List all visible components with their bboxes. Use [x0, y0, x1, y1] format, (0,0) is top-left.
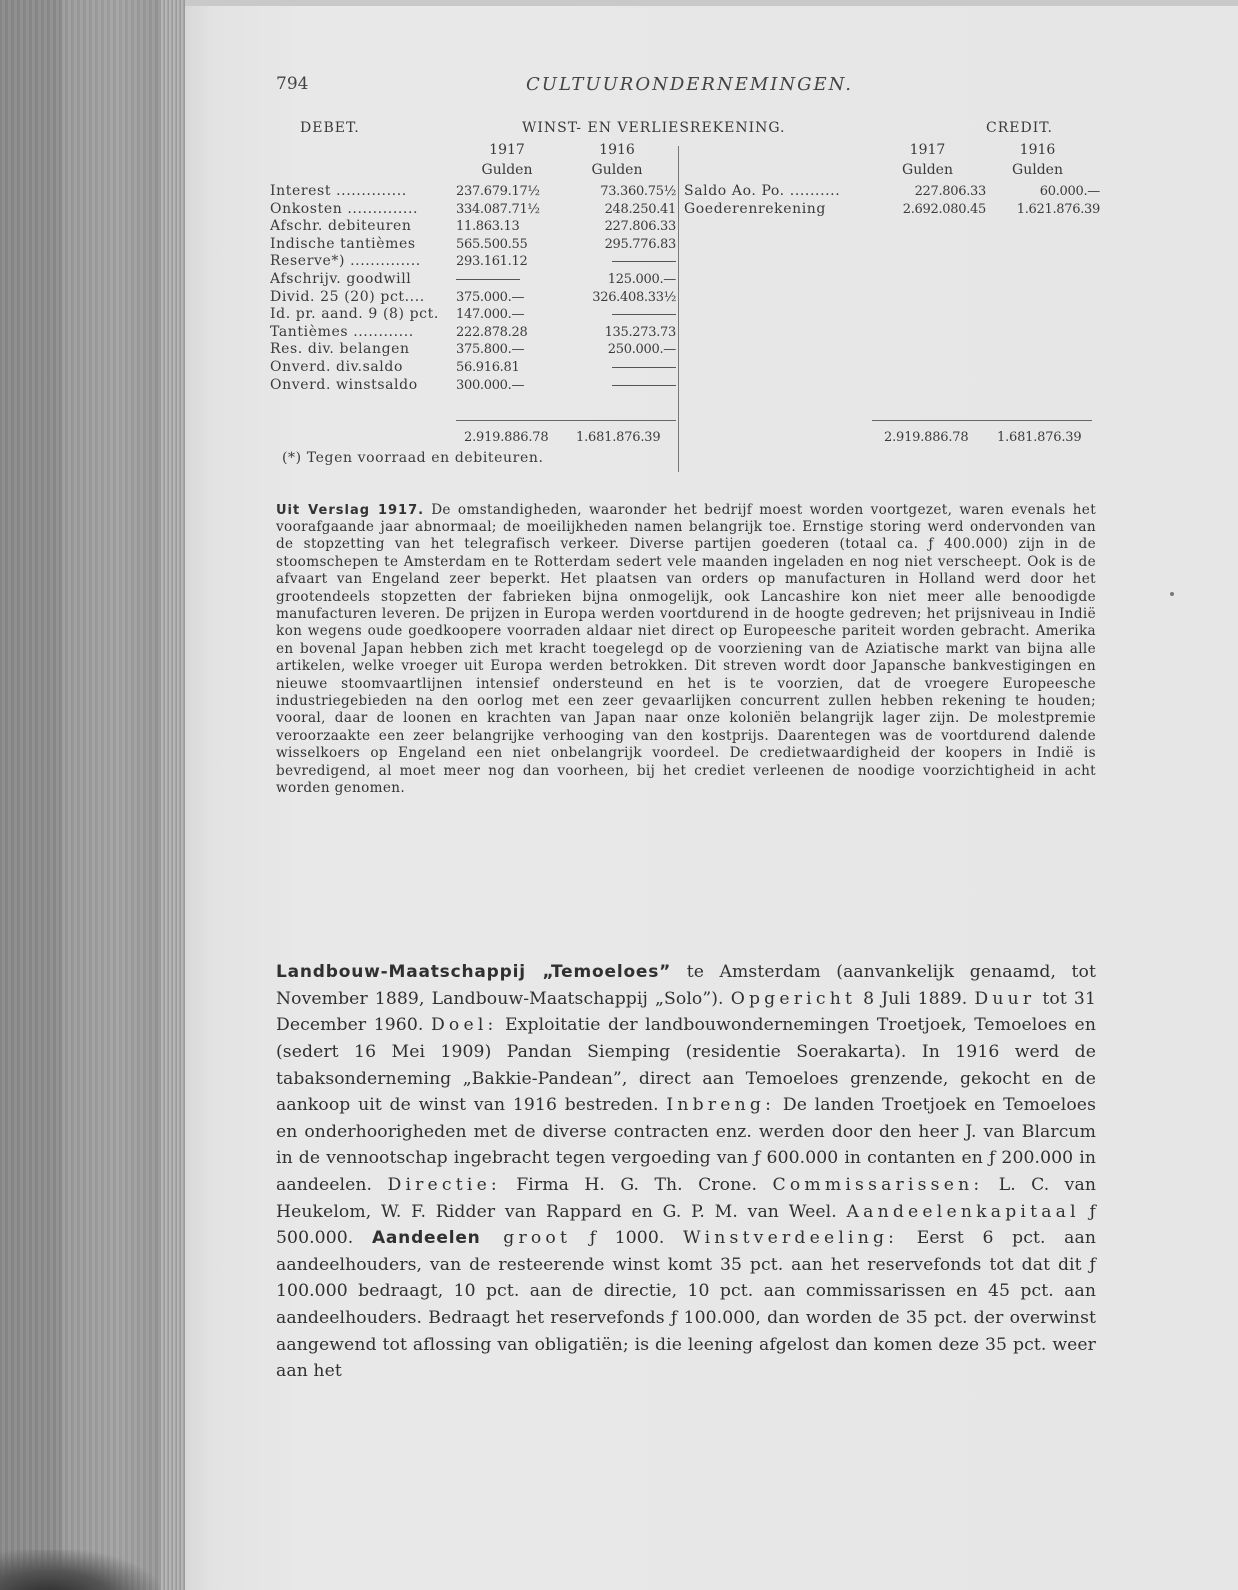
duur-value: tot 31 December 1960.	[276, 988, 1096, 1036]
running-head	[276, 74, 1096, 98]
table-row	[270, 377, 678, 395]
page-edges	[160, 0, 185, 1590]
value-1916: 125.000.—	[607, 271, 676, 287]
row-label: Res. div. belangen	[270, 341, 410, 358]
value-1917	[456, 271, 566, 289]
directie-label: Directie:	[387, 1174, 501, 1195]
opgericht-label: Opgericht	[730, 988, 857, 1009]
debet-currency-1917: Gulden	[481, 162, 533, 178]
empty-value-dash	[612, 314, 676, 315]
value-1917: 222.878.28	[456, 324, 528, 340]
value-1916: 60.000.—	[1039, 184, 1100, 199]
value-1916: 135.273.73	[604, 324, 676, 340]
company-name: Landbouw-Maatschappij „Temoeloes”	[276, 962, 672, 983]
inbreng-label: Inbreng:	[666, 1095, 776, 1116]
annual-report-excerpt	[276, 502, 1096, 798]
empty-value-dash	[612, 261, 676, 262]
row-label: Afschr. debiteuren	[270, 218, 412, 235]
table-row	[270, 218, 678, 236]
row-label: Reserve*) ..............	[270, 253, 421, 270]
doel-value: Exploitatie der landbouwondernemingen Troetjoek, Temoeloes en (sedert 16 Mei 1909) Pandan Siemping (residentie Soerakarta). In 1916 werd de tabaksonderneming „Bakkie-Pandean”, direct aan Temoeloes grenzende, gekocht en de aankoop uit de winst van 1916 bestreden.	[276, 1015, 1096, 1116]
row-label: Onverd. div.saldo	[270, 358, 403, 375]
value-1916	[568, 306, 676, 324]
company-intro: te Amsterdam (aanvankelijk genaamd, tot November 1889, Landbouw-Maatschappij „Solo”).	[276, 962, 1097, 1009]
directie-value: Firma H. G. Th. Crone.	[500, 1174, 773, 1195]
row-label: Goederenrekening	[684, 200, 826, 217]
scan-speck	[1170, 592, 1174, 596]
value-1916	[568, 377, 676, 395]
table-row	[270, 236, 678, 254]
value-1917: 300.000.—	[456, 377, 525, 393]
company-entry	[276, 959, 1096, 1385]
debet-label: DEBET.	[300, 120, 360, 136]
value-1917: 2.692.080.45	[902, 201, 986, 217]
row-label: Indische tantièmes	[270, 235, 416, 252]
row-label: Interest ..............	[270, 183, 407, 199]
row-label: Tantièmes ............	[270, 323, 414, 340]
table-row	[270, 253, 678, 271]
row-label: Onverd. winstsaldo	[270, 376, 418, 393]
value-1916: 227.806.33	[604, 219, 676, 235]
table-row	[270, 359, 678, 377]
running-title: CULTUURONDERNEMINGEN.	[526, 74, 853, 95]
empty-value-dash	[456, 279, 520, 280]
aandeelen-label: Aandeelen	[371, 1228, 481, 1249]
inbreng-value: De landen Troetjoek en Temoeloes en onderhoorigheden met de diverse contracten enz. werden door den heer J. van Blarcum in de vennootschap ingebracht tegen vergoeding van ƒ 600.000 in contanten en ƒ 200.000 in aandeelen.	[276, 1095, 1096, 1195]
value-1916: 326.408.33½	[592, 289, 676, 305]
row-label: Afschrijv. goodwill	[270, 270, 412, 287]
credit-currency-1917: Gulden	[902, 162, 953, 178]
page-number: 794	[276, 74, 309, 94]
kapitaal-label: Aandeelenkapitaal	[846, 1201, 1080, 1222]
value-1916: 73.360.75½	[600, 184, 676, 199]
value-1917: 334.087.71½	[456, 201, 540, 217]
value-1916: 1.621.876.39	[1016, 201, 1100, 217]
page-top-edge	[185, 0, 1238, 6]
report-text: De omstandigheden, waaronder het bedrijf moest worden voortgezet, waren evenals het voorafgaande jaar abnormaal; de moeilijkheden namen belangrijk toe. Ernstige storing werd ondervonden van de stopzetting van het telegrafisch verkeer. Diverse partijen goederen (totaal ca. ƒ 400.000) zijn in de stoomschepen te Amsterdam en te Rotterdam sedert vele maanden ingeladen en nog niet verscheept. Ook is de afvaart van Engeland zeer beperkt. Het plaatsen van orders op manufacturen in Holland werd door het grootendeels stopzetten der fabrieken bijna onmogelijk, ook Lancashire kon niet meer alle benoodigde manufacturen leveren. De prijzen in Europa werden voortdurend in de hoogte gedreven; het prijsniveau in Indië kon wegens oude goedkoopere voorraden aldaar niet direct op Europeesche pariteit worden gebracht. Amerika en bovenal Japan hebben zich met kracht toegelegd op de voorziening van de Aziatische markt van bijna alle artikelen, welke vroeger uit Europa werden betrokken. Dit streven wordt door Japansche bankvestigingen en nieuwe stoomvaartlijnen intensief ondersteund en het is te voorzien, dat de vroegere Europeesche industriegebieden na den oorlog met een zeer gevaarlijken concurrent zullen hebben rekening te houden; vooral, daar de loonen en krachten van Japan naar onze koloniën belangrijk lager zijn. De molestpremie veroorzaakte een zeer belangrijke verhooging van den kostprijs. Daarentegen was de voortdurend dalende wisselkoers op Engeland een niet onbelangrijk voordeel. De credietwaardigheid der koopers in Indië is bevredigend, al moet meer nog dan voorheen, bij het crediet verleenen de noodige voorzichtigheid in acht worden genomen.	[276, 501, 1097, 797]
winstverdeeling-value: Eerst 6 pct. aan aandeelhouders, van de resteerende winst komt 35 pct. aan het reservefonds tot dat dit ƒ 100.000 bedraagt, 10 pct. aan de directie, 10 pct. aan commissarissen en 45 pct. aan aandeelhouders. Bedraagt het reservefonds ƒ 100.000, dan worden de 35 pct. der overwinst aangewend tot aflossing van obligatiën; is die leening afgelost dan komen deze 35 pct. weer aan het	[276, 1228, 1097, 1382]
debet-currency-1916: Gulden	[591, 162, 643, 178]
value-1916	[568, 359, 676, 377]
debet-rows	[270, 183, 678, 394]
kapitaal-value: ƒ 500.000.	[276, 1201, 1096, 1249]
commissarissen-value: L. C. van Heukelom, W. F. Ridder van Rappard en G. P. M. van Weel.	[276, 1174, 1096, 1222]
empty-value-dash	[612, 385, 676, 386]
book-spine	[0, 0, 185, 1590]
debet-total-1916: 1.681.876.39	[576, 430, 661, 445]
debet-sum-line	[456, 420, 676, 421]
commissarissen-label: Commissarissen:	[772, 1174, 984, 1195]
value-1916: 295.776.83	[604, 236, 676, 252]
binding-shadow	[0, 1550, 160, 1590]
value-1917: 375.800.—	[456, 342, 525, 358]
credit-label: CREDIT.	[986, 120, 1053, 136]
footnote: (*) Tegen voorraad en debiteuren.	[282, 450, 544, 466]
value-1916: 250.000.—	[607, 342, 676, 358]
profit-loss-account	[270, 120, 1110, 480]
table-row	[684, 201, 1104, 219]
table-title: WINST- EN VERLIESREKENING.	[522, 120, 786, 136]
credit-total-1917: 2.919.886.78	[884, 430, 969, 445]
value-1917: 227.806.33	[914, 184, 986, 199]
winstverdeeling-label: Winstverdeeling:	[683, 1228, 899, 1249]
duur-label: Duur	[974, 988, 1036, 1009]
table-row	[270, 183, 678, 201]
debet-year-1917: 1917	[489, 142, 525, 158]
value-1917: 11.863.13	[456, 219, 520, 235]
table-row	[270, 341, 678, 359]
empty-value-dash	[612, 367, 676, 368]
credit-rows	[684, 183, 1104, 218]
value-1917: 375.000.—	[456, 289, 525, 305]
row-label: Saldo Ao. Po. ..........	[684, 183, 841, 199]
table-row	[684, 183, 1104, 201]
credit-sum-line	[872, 420, 1092, 421]
row-label: Divid. 25 (20) pct....	[270, 288, 425, 305]
value-1917: 293.161.12	[456, 254, 528, 270]
debet-total-1917: 2.919.886.78	[464, 430, 549, 445]
doel-label: Doel:	[430, 1015, 498, 1036]
debet-year-1916: 1916	[599, 142, 635, 158]
value-1917: 56.916.81	[456, 359, 520, 375]
credit-year-1917: 1917	[909, 142, 946, 158]
report-lead: Uit Verslag 1917.	[276, 502, 425, 518]
row-label: Id. pr. aand. 9 (8) pct.	[270, 306, 439, 323]
value-1916: 248.250.41	[604, 201, 676, 217]
table-row	[270, 289, 678, 307]
opgericht-value: 8 Juli 1889.	[856, 988, 975, 1009]
table-row	[270, 324, 678, 342]
credit-currency-1916: Gulden	[1012, 162, 1063, 178]
groot-value: ƒ 1000.	[571, 1228, 684, 1249]
value-1917: 565.500.55	[456, 236, 528, 252]
row-label: Onkosten ..............	[270, 200, 419, 217]
column-divider	[678, 146, 679, 472]
table-row	[270, 271, 678, 289]
groot-label: groot	[480, 1228, 572, 1249]
credit-total-1916: 1.681.876.39	[997, 430, 1082, 445]
table-row	[270, 306, 678, 324]
value-1917: 237.679.17½	[456, 184, 540, 199]
table-row	[270, 201, 678, 219]
credit-year-1916: 1916	[1019, 142, 1056, 158]
value-1916	[568, 253, 676, 271]
value-1917: 147.000.—	[456, 307, 525, 323]
